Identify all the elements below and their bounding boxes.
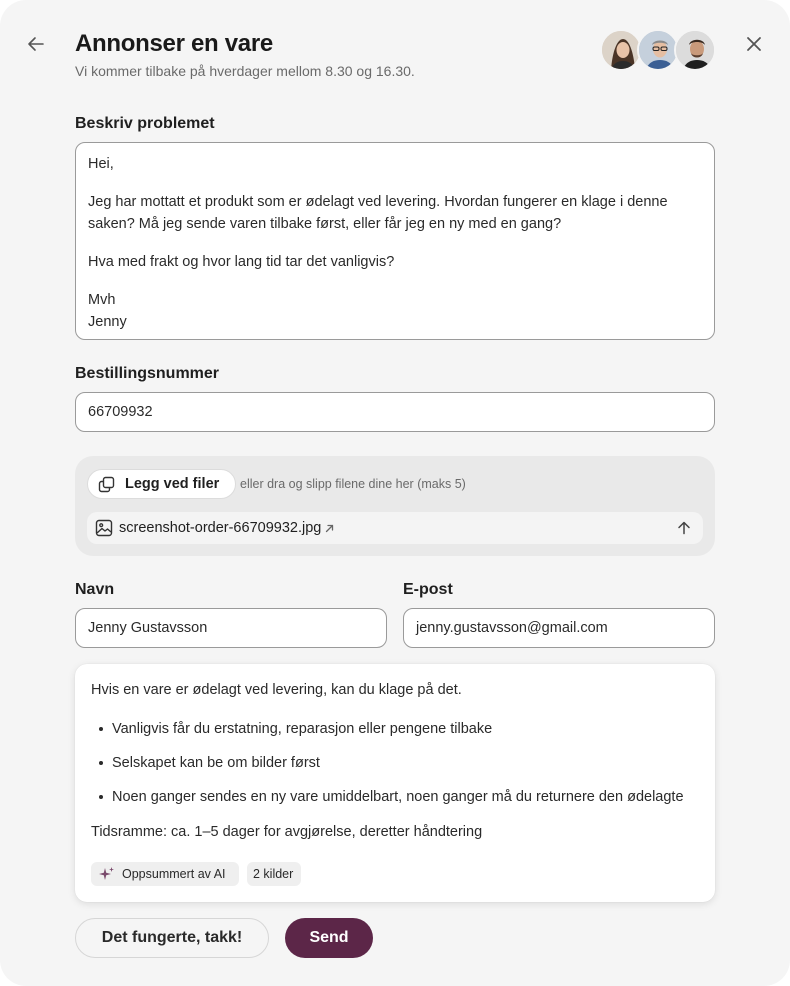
- email-value: jenny.gustavsson@gmail.com: [416, 620, 608, 636]
- file-upload-dropzone[interactable]: [75, 456, 715, 556]
- description-line: Jeg har mottatt et produkt som er ødelagt ved levering. Hvordan fungerer en klage i denne saken? Må jeg sende varen tilbake først, eller får jeg en ny med en gang?: [88, 194, 668, 232]
- name-value: Jenny Gustavsson: [88, 620, 208, 636]
- attached-file-name[interactable]: screenshot-order-66709932.jpg: [119, 520, 322, 536]
- order-number-label: Bestillingsnummer: [75, 365, 220, 382]
- avatar: [600, 29, 642, 71]
- arrow-left-icon: [26, 34, 46, 54]
- list-item: Vanligvis får du erstatning, reparasjon eller pengene tilbake: [91, 718, 684, 752]
- avatar: [637, 29, 679, 71]
- sources-chip-label: 2 kilder: [253, 867, 294, 881]
- summary-intro: Hvis en vare er ødelagt ved levering, kan du klage på det.: [91, 682, 462, 698]
- copy-icon: [98, 476, 115, 493]
- summary-bullets: [91, 718, 684, 820]
- name-input[interactable]: [75, 608, 387, 648]
- close-button[interactable]: [742, 32, 766, 56]
- description-line: Mvh: [88, 292, 116, 308]
- email-label: E-post: [403, 581, 453, 598]
- description-textarea[interactable]: [75, 142, 715, 340]
- avatar: [674, 29, 716, 71]
- list-item: Noen ganger sendes en ny vare umiddelbart, noen ganger må du returnere den ødelagte: [91, 786, 684, 820]
- open-file-link[interactable]: [324, 523, 335, 534]
- back-button[interactable]: [24, 32, 48, 56]
- page-title: Annonser en vare: [75, 30, 273, 57]
- page-subtitle: Vi kommer tilbake på hverdager mellom 8.30 og 16.30.: [75, 63, 415, 79]
- list-item: Selskapet kan be om bilder først: [91, 752, 684, 786]
- attach-files-label: Legg ved filer: [125, 476, 220, 492]
- attach-files-button[interactable]: [87, 469, 236, 499]
- description-line: Hva med frakt og hvor lang tid tar det vanligvis?: [88, 254, 395, 270]
- description-line: Hei,: [88, 156, 114, 172]
- support-team-avatars: [600, 29, 716, 71]
- email-input[interactable]: [403, 608, 715, 648]
- close-icon: [745, 35, 763, 53]
- order-number-input[interactable]: [75, 392, 715, 432]
- summary-timeframe: Tidsramme: ca. 1–5 dager for avgjørelse, deretter håndtering: [91, 824, 483, 840]
- upload-file-button[interactable]: [675, 519, 693, 537]
- description-line: Jenny: [88, 314, 127, 330]
- attached-file: [87, 512, 703, 544]
- ai-summary-chip-label: Oppsummert av AI: [122, 867, 226, 881]
- sources-chip[interactable]: [247, 862, 301, 886]
- sparkle-icon: [99, 866, 115, 882]
- upload-hint: eller dra og slipp filene dine her (maks 5): [240, 477, 466, 491]
- ai-summary-chip[interactable]: [91, 862, 239, 886]
- name-label: Navn: [75, 581, 115, 598]
- arrow-up-right-icon: [324, 523, 335, 534]
- send-button[interactable]: Send: [285, 918, 373, 958]
- order-number-value: 66709932: [88, 404, 153, 420]
- description-label: Beskriv problemet: [75, 115, 215, 132]
- ai-summary-card: [75, 664, 715, 902]
- it-worked-button[interactable]: Det fungerte, takk!: [75, 918, 269, 958]
- arrow-up-icon: [677, 521, 691, 535]
- image-icon: [95, 519, 113, 537]
